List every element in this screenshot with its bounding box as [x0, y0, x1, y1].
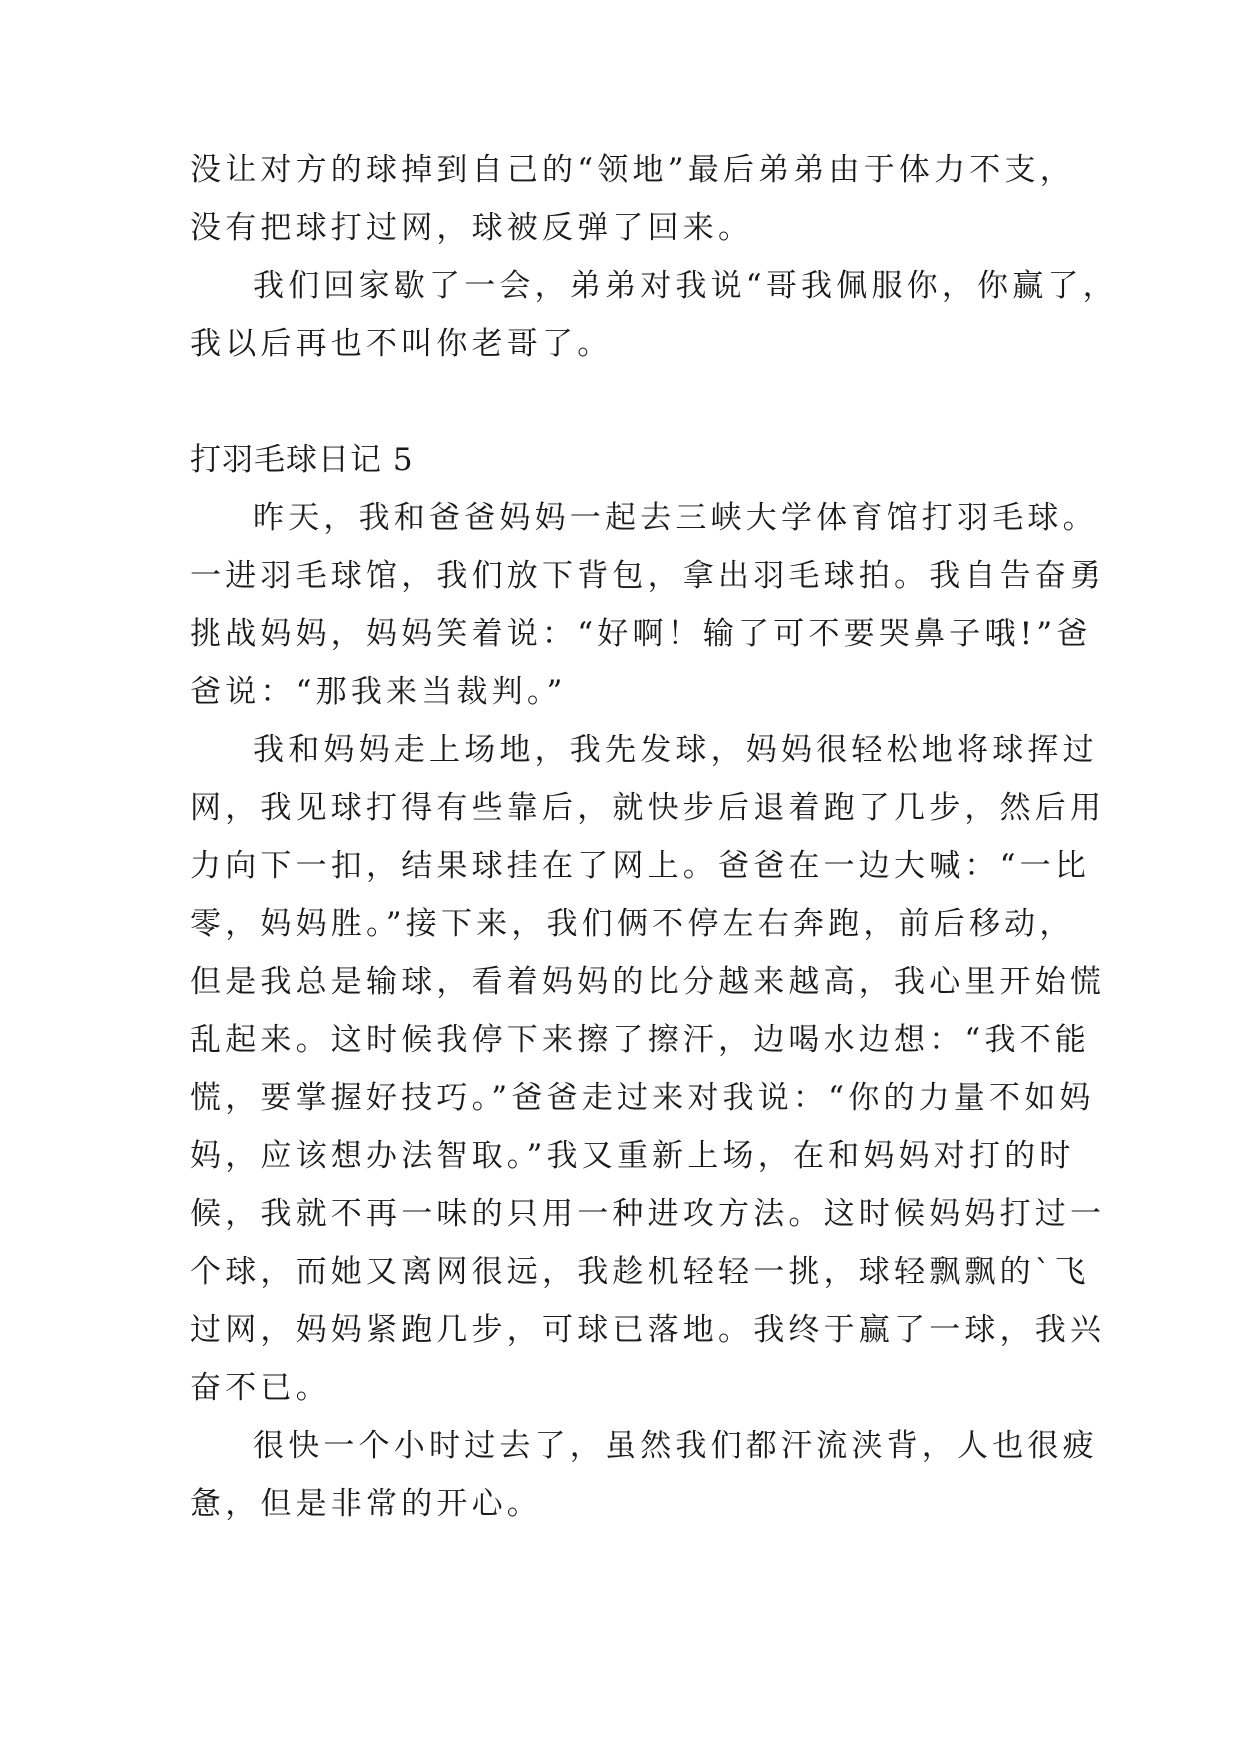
text-line: 妈，应该想办法智取。”我又重新上场，在和妈妈对打的时 — [190, 1138, 1075, 1174]
text-line: 挑战妈妈，妈妈笑着说：“好啊！输了可不要哭鼻子哦!”爸 — [190, 616, 1092, 652]
text-line: 爸说：“那我来当裁判。” — [190, 674, 567, 710]
section-heading: 打羽毛球日记 5 — [190, 442, 414, 478]
text-line: 奋不已。 — [190, 1370, 331, 1406]
text-line: 但是我总是输球，看着妈妈的比分越来越高，我心里开始慌 — [190, 964, 1106, 1000]
text-line: 我们回家歇了一会，弟弟对我说“哥我佩服你，你赢了， — [253, 268, 1118, 304]
text-line: 力向下一扣，结果球挂在了网上。爸爸在一边大喊：“一比 — [190, 848, 1091, 884]
text-line: 我和妈妈走上场地，我先发球，妈妈很轻松地将球挥过 — [253, 732, 1098, 768]
text-line: 没有把球打过网，球被反弹了回来。 — [190, 210, 754, 246]
text-line: 零，妈妈胜。”接下来，我们俩不停左右奔跑，前后移动， — [190, 906, 1075, 942]
text-line: 惫，但是非常的开心。 — [190, 1486, 542, 1522]
text-line: 乱起来。这时候我停下来擦了擦汗，边喝水边想：“我不能 — [190, 1022, 1091, 1058]
text-line: 很快一个小时过去了，虽然我们都汗流浃背，人也很疲 — [253, 1428, 1098, 1464]
text-line: 慌，要掌握好技巧。”爸爸走过来对我说：“你的力量不如妈 — [190, 1080, 1095, 1116]
text-line: 昨天，我和爸爸妈妈一起去三峡大学体育馆打羽毛球。 — [253, 500, 1098, 536]
text-line: 过网，妈妈紧跑几步，可球已落地。我终于赢了一球，我兴 — [190, 1312, 1106, 1348]
text-line: 个球，而她又离网很远，我趁机轻轻一挑，球轻飘飘的`飞 — [190, 1254, 1090, 1290]
text-line: 候，我就不再一味的只用一种进攻方法。这时候妈妈打过一 — [190, 1196, 1106, 1232]
text-line: 没让对方的球掉到自己的“领地”最后弟弟由于体力不支， — [190, 152, 1075, 188]
text-line: 我以后再也不叫你老哥了。 — [190, 326, 613, 362]
text-line: 网，我见球打得有些靠后，就快步后退着跑了几步，然后用 — [190, 790, 1106, 826]
text-line: 一进羽毛球馆，我们放下背包，拿出羽毛球拍。我自告奋勇 — [190, 558, 1106, 594]
